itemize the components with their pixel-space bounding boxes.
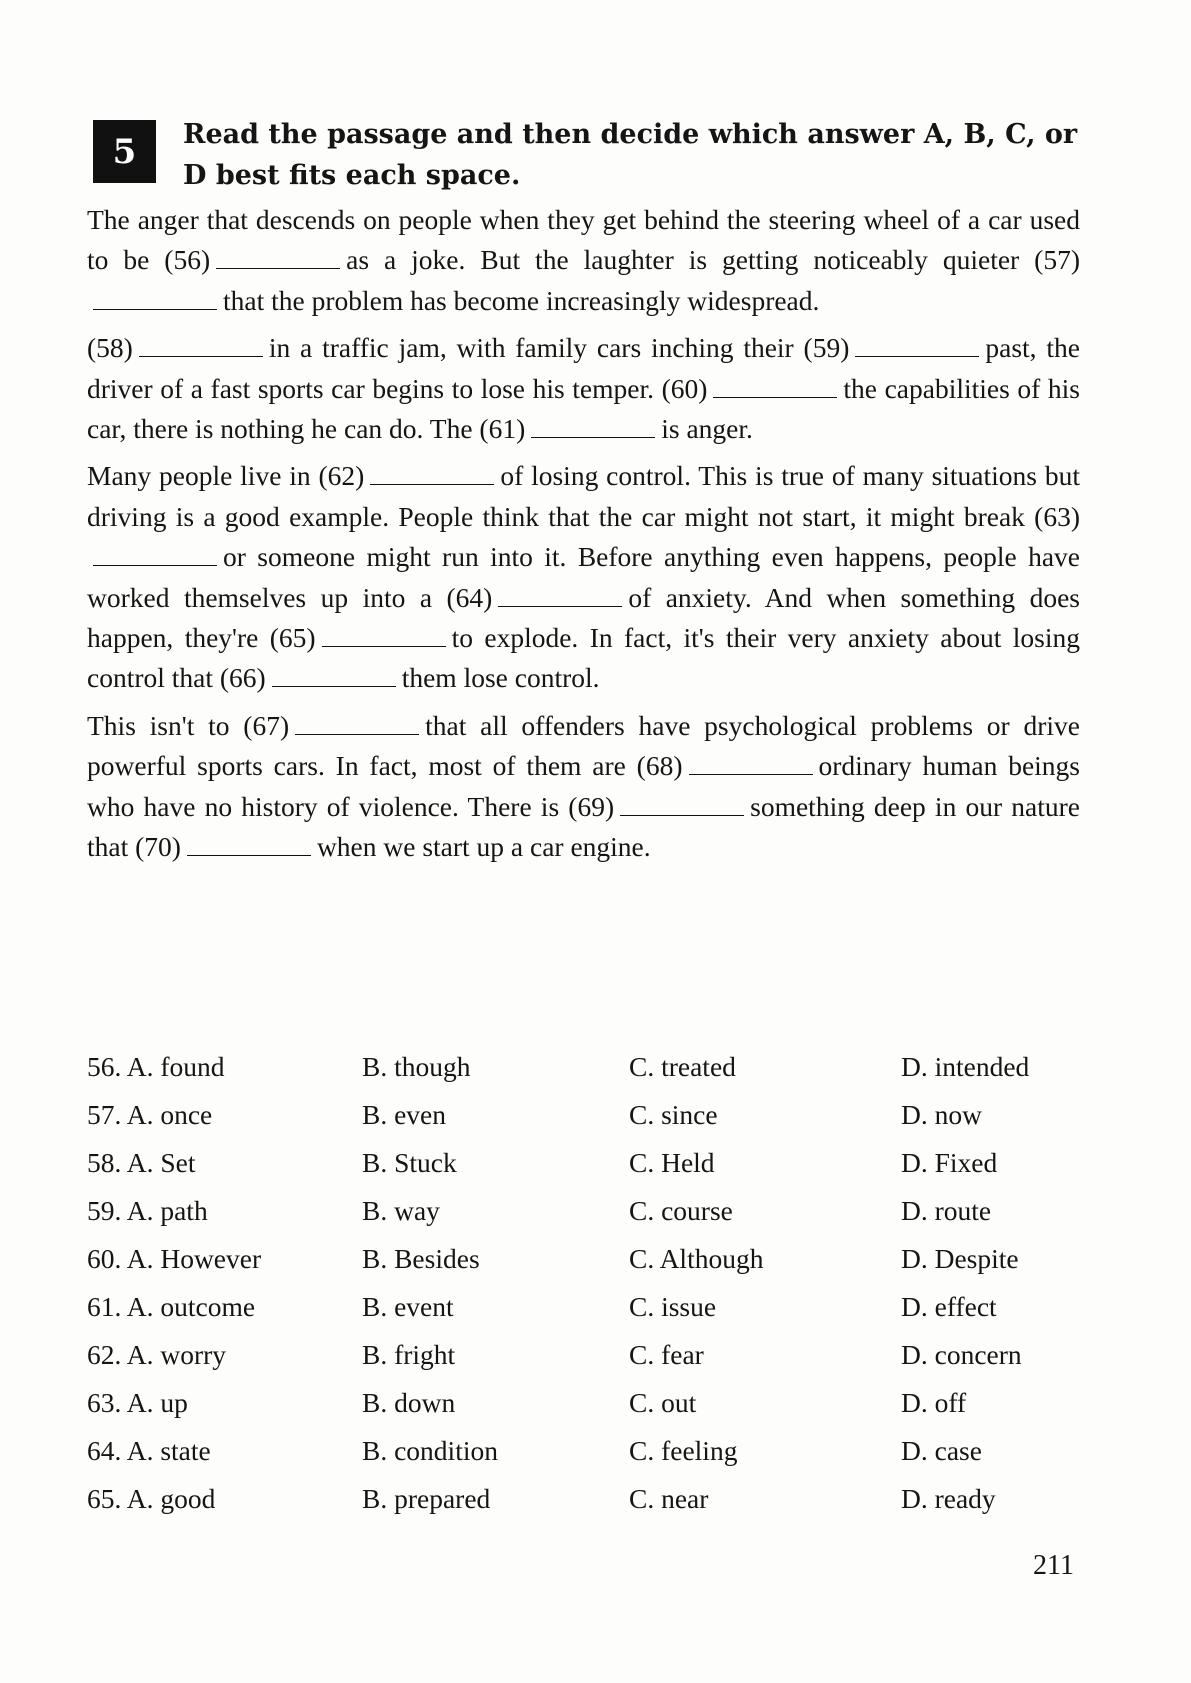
option-a: 64. A. state	[87, 1435, 211, 1466]
option-b: B. Besides	[362, 1243, 480, 1274]
option-b: B. though	[362, 1051, 471, 1082]
passage-text: that all offenders have psychological problems or drive powerful sports cars. In fact, most of them are (68)	[87, 709, 1080, 782]
question-row	[87, 1283, 1080, 1331]
passage-text: is anger.	[661, 413, 753, 445]
option-a: 59. A. path	[87, 1195, 208, 1226]
option-d: D. effect	[901, 1291, 997, 1322]
exercise-header	[87, 114, 1080, 194]
passage-text: or someone might run into it. Before anything even happens, people have worked themselves up into a (64)	[87, 541, 1080, 613]
option-d: D. intended	[901, 1051, 1030, 1082]
answer-blank-70	[187, 837, 311, 856]
passage-paragraph-3	[87, 456, 1080, 698]
passage-text: when we start up a car engine.	[316, 831, 651, 863]
question-row	[87, 1043, 1080, 1091]
option-a: 60. A. However	[87, 1243, 262, 1274]
answer-blank-56	[216, 250, 340, 269]
option-c: C. near	[629, 1483, 709, 1514]
exercise-page	[87, 0, 1080, 1683]
question-row	[87, 1091, 1080, 1139]
option-b: B. way	[362, 1195, 440, 1226]
option-c: C. out	[629, 1387, 697, 1418]
answer-blank-57	[93, 291, 217, 310]
option-d: D. now	[901, 1099, 982, 1130]
option-b: B. event	[362, 1291, 454, 1322]
option-a: 58. A. Set	[87, 1147, 196, 1178]
passage-text: in a traffic jam, with family cars inching their (59)	[268, 332, 850, 364]
passage-text: past, the driver of a fast sports car begins to lose his temper. (60)	[87, 332, 1080, 404]
cloze-passage	[87, 200, 1080, 875]
option-a: 65. A. good	[87, 1483, 216, 1514]
option-d: D. case	[901, 1435, 982, 1466]
passage-paragraph-1	[87, 200, 1080, 321]
passage-text: The anger that descends on people when they get behind the steering wheel of a car used to be (56)	[87, 204, 1080, 276]
passage-text: This isn't to (67)	[87, 709, 290, 741]
option-d: D. Despite	[901, 1243, 1019, 1274]
option-d: D. route	[901, 1195, 992, 1226]
passage-text: that the problem has become increasingly widespread.	[223, 284, 820, 316]
answer-blank-65	[322, 628, 446, 647]
passage-text: of anxiety. And when something does happen, they're (65)	[87, 581, 1080, 654]
passage-text: them lose control.	[401, 662, 600, 694]
answer-options	[87, 1043, 1080, 1523]
option-b: B. fright	[362, 1339, 456, 1370]
passage-text: Many people live in (62)	[87, 460, 365, 492]
section-number-badge: 5	[93, 120, 156, 183]
option-d: D. ready	[901, 1483, 996, 1514]
option-c: C. since	[629, 1099, 718, 1130]
passage-text: ordinary human beings who have no history of violence. There is (69)	[87, 750, 1080, 822]
answer-blank-62	[370, 466, 494, 485]
question-row	[87, 1235, 1080, 1283]
option-c: C. treated	[629, 1051, 736, 1082]
answer-blank-60	[713, 379, 837, 398]
question-row	[87, 1427, 1080, 1475]
option-c: C. fear	[629, 1339, 704, 1370]
exercise-instruction: Read the passage and then decide which answer A, B, C, or D best fits each space.	[183, 119, 1078, 191]
option-d: D. concern	[901, 1339, 1022, 1370]
passage-text: the capabilities of his car, there is nothing he can do. The (61)	[87, 372, 1080, 445]
answer-blank-63	[93, 547, 217, 566]
answer-blank-61	[531, 419, 655, 438]
question-row	[87, 1139, 1080, 1187]
option-c: C. Although	[629, 1243, 764, 1274]
passage-text: something deep in our nature that (70)	[87, 790, 1080, 863]
answer-blank-66	[272, 668, 396, 687]
question-row	[87, 1475, 1080, 1523]
passage-paragraph-2	[87, 328, 1080, 449]
answer-blank-59	[855, 338, 979, 357]
option-d: D. off	[901, 1387, 967, 1418]
question-row	[87, 1379, 1080, 1427]
option-a: 57. A. once	[87, 1099, 213, 1130]
option-c: C. feeling	[629, 1435, 738, 1466]
option-a: 62. A. worry	[87, 1339, 227, 1370]
passage-text: to explode. In fact, it's their very anxiety about losing control that (66)	[87, 622, 1080, 694]
answer-blank-64	[498, 588, 622, 607]
option-b: B. condition	[362, 1435, 498, 1466]
answer-blank-58	[139, 338, 263, 357]
option-d: D. Fixed	[901, 1147, 998, 1178]
passage-text: of losing control. This is true of many situations but driving is a good example. People think that the car might not start, it might break (63)	[87, 460, 1080, 532]
page-number: 211	[1033, 1550, 1074, 1581]
option-c: C. Held	[629, 1147, 715, 1178]
option-c: C. course	[629, 1195, 733, 1226]
question-row	[87, 1331, 1080, 1379]
answer-blank-67	[295, 716, 419, 735]
option-c: C. issue	[629, 1291, 717, 1322]
option-b: B. even	[362, 1099, 447, 1130]
option-b: B. prepared	[362, 1483, 491, 1514]
option-b: B. Stuck	[362, 1147, 457, 1178]
answer-blank-68	[689, 756, 813, 775]
option-b: B. down	[362, 1387, 456, 1418]
option-a: 61. A. outcome	[87, 1291, 256, 1322]
option-a: 63. A. up	[87, 1387, 188, 1418]
passage-text: as a joke. But the laughter is getting noticeably quieter (57)	[346, 244, 1080, 276]
passage-text: (58)	[87, 332, 133, 364]
passage-paragraph-4	[87, 706, 1080, 868]
question-row	[87, 1187, 1080, 1235]
option-a: 56. A. found	[87, 1051, 225, 1082]
answer-blank-69	[620, 797, 744, 816]
